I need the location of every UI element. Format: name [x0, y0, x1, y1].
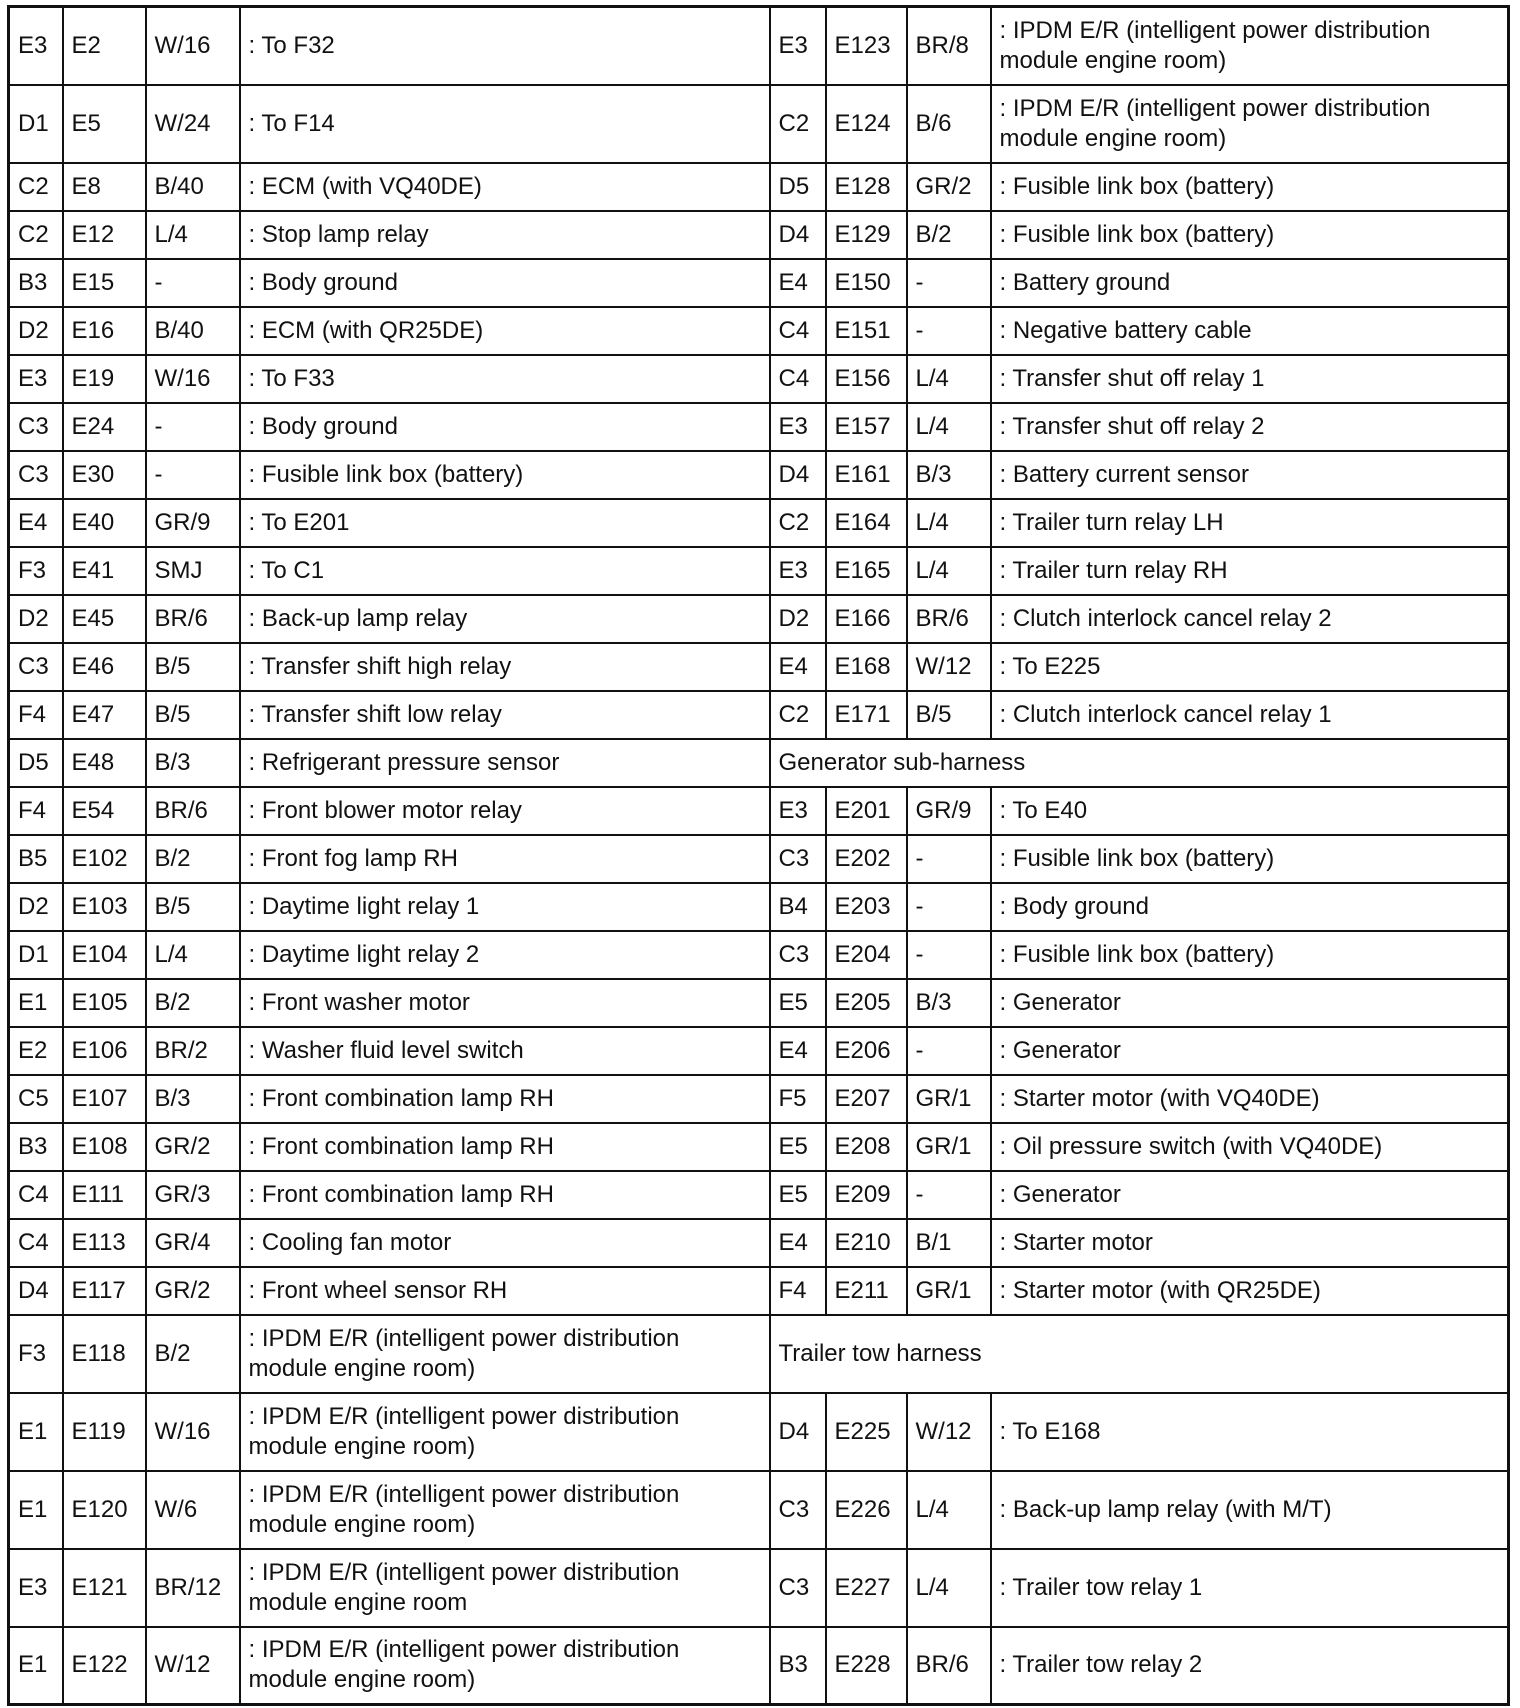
- right-description-cell: : Starter motor: [991, 1219, 1509, 1267]
- right-connector-no-cell: E225: [826, 1393, 907, 1471]
- right-connector-type-cell: W/12: [907, 643, 991, 691]
- right-connector-type-cell: -: [907, 931, 991, 979]
- right-connector-type-cell: B/2: [907, 211, 991, 259]
- left-description-cell: : IPDM E/R (intelligent power distribution module engine room): [240, 1627, 770, 1705]
- left-connector-no-cell: E122: [63, 1627, 146, 1705]
- right-grid-ref-cell: C3: [770, 1471, 826, 1549]
- left-description-cell: : Transfer shift high relay: [240, 643, 770, 691]
- left-connector-no-cell: E117: [63, 1267, 146, 1315]
- right-grid-ref-cell: B3: [770, 1627, 826, 1705]
- left-grid-ref-cell: F3: [9, 1315, 63, 1393]
- left-description-cell: : To F14: [240, 85, 770, 163]
- left-connector-type-cell: B/2: [146, 979, 240, 1027]
- right-grid-ref-cell: C2: [770, 691, 826, 739]
- right-description-cell: : Generator: [991, 979, 1509, 1027]
- left-connector-type-cell: B/3: [146, 739, 240, 787]
- right-connector-type-cell: L/4: [907, 1471, 991, 1549]
- right-grid-ref-cell: B4: [770, 883, 826, 931]
- harness-group-header: Trailer tow harness: [770, 1315, 1509, 1393]
- left-grid-ref-cell: D2: [9, 883, 63, 931]
- table-row: [9, 979, 1509, 1027]
- left-connector-no-cell: E106: [63, 1027, 146, 1075]
- left-connector-type-cell: GR/2: [146, 1123, 240, 1171]
- right-connector-type-cell: L/4: [907, 1549, 991, 1627]
- right-description-cell: : Clutch interlock cancel relay 1: [991, 691, 1509, 739]
- right-connector-no-cell: E123: [826, 7, 907, 85]
- right-grid-ref-cell: E3: [770, 547, 826, 595]
- right-connector-no-cell: E207: [826, 1075, 907, 1123]
- left-description-cell: : Front blower motor relay: [240, 787, 770, 835]
- left-connector-type-cell: B/5: [146, 883, 240, 931]
- right-connector-type-cell: L/4: [907, 547, 991, 595]
- right-grid-ref-cell: D4: [770, 1393, 826, 1471]
- left-grid-ref-cell: B3: [9, 1123, 63, 1171]
- right-grid-ref-cell: F5: [770, 1075, 826, 1123]
- right-grid-ref-cell: E4: [770, 643, 826, 691]
- left-connector-no-cell: E120: [63, 1471, 146, 1549]
- right-connector-type-cell: BR/6: [907, 595, 991, 643]
- right-connector-no-cell: E164: [826, 499, 907, 547]
- left-connector-no-cell: E48: [63, 739, 146, 787]
- left-connector-type-cell: B/2: [146, 1315, 240, 1393]
- right-grid-ref-cell: E4: [770, 1219, 826, 1267]
- right-connector-no-cell: E150: [826, 259, 907, 307]
- right-connector-no-cell: E226: [826, 1471, 907, 1549]
- right-description-cell: : Fusible link box (battery): [991, 931, 1509, 979]
- table-row: [9, 931, 1509, 979]
- left-grid-ref-cell: E3: [9, 355, 63, 403]
- table-row: [9, 835, 1509, 883]
- left-grid-ref-cell: C3: [9, 643, 63, 691]
- left-description-cell: : Daytime light relay 2: [240, 931, 770, 979]
- left-description-cell: : Front fog lamp RH: [240, 835, 770, 883]
- right-connector-type-cell: -: [907, 835, 991, 883]
- right-connector-type-cell: GR/1: [907, 1123, 991, 1171]
- right-connector-no-cell: E204: [826, 931, 907, 979]
- right-connector-type-cell: -: [907, 1171, 991, 1219]
- left-connector-type-cell: SMJ: [146, 547, 240, 595]
- right-connector-type-cell: -: [907, 883, 991, 931]
- right-grid-ref-cell: E3: [770, 7, 826, 85]
- left-grid-ref-cell: E2: [9, 1027, 63, 1075]
- right-connector-type-cell: B/6: [907, 85, 991, 163]
- right-grid-ref-cell: E4: [770, 1027, 826, 1075]
- left-connector-type-cell: W/16: [146, 1393, 240, 1471]
- left-grid-ref-cell: E1: [9, 1393, 63, 1471]
- right-grid-ref-cell: F4: [770, 1267, 826, 1315]
- left-connector-type-cell: L/4: [146, 211, 240, 259]
- table-row: [9, 787, 1509, 835]
- table-row: [9, 1075, 1509, 1123]
- right-connector-type-cell: L/4: [907, 355, 991, 403]
- left-connector-no-cell: E47: [63, 691, 146, 739]
- left-description-cell: : Body ground: [240, 259, 770, 307]
- left-connector-no-cell: E111: [63, 1171, 146, 1219]
- right-description-cell: : Generator: [991, 1027, 1509, 1075]
- left-connector-no-cell: E19: [63, 355, 146, 403]
- left-connector-no-cell: E16: [63, 307, 146, 355]
- right-description-cell: : Trailer tow relay 1: [991, 1549, 1509, 1627]
- left-connector-type-cell: -: [146, 259, 240, 307]
- right-description-cell: : Battery current sensor: [991, 451, 1509, 499]
- right-grid-ref-cell: C2: [770, 85, 826, 163]
- right-grid-ref-cell: C2: [770, 499, 826, 547]
- left-grid-ref-cell: E3: [9, 7, 63, 85]
- right-description-cell: : Negative battery cable: [991, 307, 1509, 355]
- left-grid-ref-cell: F4: [9, 787, 63, 835]
- left-description-cell: : Transfer shift low relay: [240, 691, 770, 739]
- table-row: [9, 1549, 1509, 1627]
- left-connector-no-cell: E5: [63, 85, 146, 163]
- left-connector-no-cell: E102: [63, 835, 146, 883]
- left-description-cell: : IPDM E/R (intelligent power distribution module engine room): [240, 1393, 770, 1471]
- left-connector-no-cell: E45: [63, 595, 146, 643]
- right-description-cell: : Fusible link box (battery): [991, 211, 1509, 259]
- left-connector-no-cell: E105: [63, 979, 146, 1027]
- right-grid-ref-cell: C3: [770, 1549, 826, 1627]
- table-row: [9, 595, 1509, 643]
- right-connector-type-cell: GR/2: [907, 163, 991, 211]
- left-description-cell: : Daytime light relay 1: [240, 883, 770, 931]
- left-connector-type-cell: B/40: [146, 163, 240, 211]
- left-description-cell: : To F33: [240, 355, 770, 403]
- right-connector-no-cell: E171: [826, 691, 907, 739]
- left-description-cell: : Front combination lamp RH: [240, 1171, 770, 1219]
- left-grid-ref-cell: D2: [9, 595, 63, 643]
- right-connector-no-cell: E156: [826, 355, 907, 403]
- right-grid-ref-cell: E4: [770, 259, 826, 307]
- left-grid-ref-cell: C4: [9, 1171, 63, 1219]
- left-connector-no-cell: E118: [63, 1315, 146, 1393]
- right-connector-no-cell: E205: [826, 979, 907, 1027]
- table-row: [9, 643, 1509, 691]
- left-description-cell: : To E201: [240, 499, 770, 547]
- left-grid-ref-cell: D4: [9, 1267, 63, 1315]
- left-connector-type-cell: BR/12: [146, 1549, 240, 1627]
- left-connector-no-cell: E40: [63, 499, 146, 547]
- table-row: [9, 85, 1509, 163]
- right-connector-type-cell: BR/6: [907, 1627, 991, 1705]
- table-row: [9, 1471, 1509, 1549]
- right-connector-no-cell: E151: [826, 307, 907, 355]
- left-grid-ref-cell: C5: [9, 1075, 63, 1123]
- table-row: [9, 691, 1509, 739]
- right-connector-type-cell: -: [907, 259, 991, 307]
- left-connector-type-cell: L/4: [146, 931, 240, 979]
- left-connector-no-cell: E104: [63, 931, 146, 979]
- left-grid-ref-cell: D2: [9, 307, 63, 355]
- right-description-cell: : Body ground: [991, 883, 1509, 931]
- left-connector-type-cell: B/5: [146, 691, 240, 739]
- right-connector-no-cell: E165: [826, 547, 907, 595]
- right-connector-no-cell: E228: [826, 1627, 907, 1705]
- right-description-cell: : To E225: [991, 643, 1509, 691]
- right-grid-ref-cell: C4: [770, 355, 826, 403]
- right-connector-no-cell: E201: [826, 787, 907, 835]
- left-description-cell: : Washer fluid level switch: [240, 1027, 770, 1075]
- left-connector-no-cell: E12: [63, 211, 146, 259]
- left-grid-ref-cell: E3: [9, 1549, 63, 1627]
- left-connector-type-cell: W/24: [146, 85, 240, 163]
- left-connector-type-cell: W/6: [146, 1471, 240, 1549]
- left-connector-type-cell: B/2: [146, 835, 240, 883]
- left-description-cell: : Body ground: [240, 403, 770, 451]
- left-description-cell: : IPDM E/R (intelligent power distribution module engine room): [240, 1471, 770, 1549]
- right-description-cell: : Trailer tow relay 2: [991, 1627, 1509, 1705]
- right-connector-no-cell: E211: [826, 1267, 907, 1315]
- right-connector-type-cell: B/3: [907, 451, 991, 499]
- left-connector-type-cell: GR/9: [146, 499, 240, 547]
- right-connector-no-cell: E208: [826, 1123, 907, 1171]
- left-grid-ref-cell: C3: [9, 451, 63, 499]
- right-connector-no-cell: E210: [826, 1219, 907, 1267]
- right-description-cell: : Transfer shut off relay 1: [991, 355, 1509, 403]
- left-description-cell: : Stop lamp relay: [240, 211, 770, 259]
- table-row: [9, 739, 1509, 787]
- right-description-cell: : To E168: [991, 1393, 1509, 1471]
- left-description-cell: : Cooling fan motor: [240, 1219, 770, 1267]
- right-connector-no-cell: E128: [826, 163, 907, 211]
- right-connector-type-cell: GR/1: [907, 1267, 991, 1315]
- left-description-cell: : Front combination lamp RH: [240, 1123, 770, 1171]
- table-row: [9, 547, 1509, 595]
- right-description-cell: : IPDM E/R (intelligent power distribution module engine room): [991, 7, 1509, 85]
- right-description-cell: : Clutch interlock cancel relay 2: [991, 595, 1509, 643]
- right-grid-ref-cell: D4: [770, 451, 826, 499]
- left-grid-ref-cell: D1: [9, 85, 63, 163]
- left-description-cell: : Fusible link box (battery): [240, 451, 770, 499]
- right-grid-ref-cell: D5: [770, 163, 826, 211]
- left-grid-ref-cell: E1: [9, 1471, 63, 1549]
- table-row: [9, 259, 1509, 307]
- right-connector-type-cell: -: [907, 307, 991, 355]
- left-connector-type-cell: B/40: [146, 307, 240, 355]
- right-description-cell: : Starter motor (with QR25DE): [991, 1267, 1509, 1315]
- left-connector-type-cell: B/3: [146, 1075, 240, 1123]
- left-description-cell: : IPDM E/R (intelligent power distribution module engine room): [240, 1315, 770, 1393]
- left-connector-no-cell: E41: [63, 547, 146, 595]
- left-connector-no-cell: E103: [63, 883, 146, 931]
- right-connector-type-cell: BR/8: [907, 7, 991, 85]
- left-connector-type-cell: W/16: [146, 355, 240, 403]
- left-description-cell: : To C1: [240, 547, 770, 595]
- table-row: [9, 7, 1509, 85]
- table-row: [9, 1171, 1509, 1219]
- left-connector-no-cell: E30: [63, 451, 146, 499]
- right-grid-ref-cell: E5: [770, 1171, 826, 1219]
- right-connector-no-cell: E161: [826, 451, 907, 499]
- right-description-cell: : Generator: [991, 1171, 1509, 1219]
- right-connector-no-cell: E124: [826, 85, 907, 163]
- table-row: [9, 1027, 1509, 1075]
- connector-table: [7, 5, 1510, 1706]
- left-description-cell: : Back-up lamp relay: [240, 595, 770, 643]
- left-grid-ref-cell: B3: [9, 259, 63, 307]
- left-connector-type-cell: -: [146, 451, 240, 499]
- left-description-cell: : Front combination lamp RH: [240, 1075, 770, 1123]
- right-connector-type-cell: B/3: [907, 979, 991, 1027]
- left-description-cell: : Front washer motor: [240, 979, 770, 1027]
- table-row: [9, 355, 1509, 403]
- left-connector-type-cell: BR/2: [146, 1027, 240, 1075]
- table-row: [9, 163, 1509, 211]
- right-grid-ref-cell: C4: [770, 307, 826, 355]
- right-description-cell: : Fusible link box (battery): [991, 835, 1509, 883]
- left-connector-type-cell: B/5: [146, 643, 240, 691]
- table-row: [9, 307, 1509, 355]
- table-body: [9, 7, 1509, 1705]
- right-description-cell: : To E40: [991, 787, 1509, 835]
- left-connector-type-cell: GR/2: [146, 1267, 240, 1315]
- right-connector-type-cell: W/12: [907, 1393, 991, 1471]
- right-connector-no-cell: E157: [826, 403, 907, 451]
- left-description-cell: : Refrigerant pressure sensor: [240, 739, 770, 787]
- left-connector-type-cell: BR/6: [146, 595, 240, 643]
- right-connector-type-cell: -: [907, 1027, 991, 1075]
- left-connector-no-cell: E54: [63, 787, 146, 835]
- right-description-cell: : Transfer shut off relay 2: [991, 403, 1509, 451]
- table-row: [9, 1393, 1509, 1471]
- harness-group-header: Generator sub-harness: [770, 739, 1509, 787]
- right-grid-ref-cell: E3: [770, 403, 826, 451]
- right-connector-no-cell: E202: [826, 835, 907, 883]
- table-row: [9, 211, 1509, 259]
- left-connector-no-cell: E108: [63, 1123, 146, 1171]
- right-description-cell: : IPDM E/R (intelligent power distribution module engine room): [991, 85, 1509, 163]
- left-connector-no-cell: E8: [63, 163, 146, 211]
- right-grid-ref-cell: D4: [770, 211, 826, 259]
- right-connector-type-cell: L/4: [907, 403, 991, 451]
- table-row: [9, 1267, 1509, 1315]
- right-description-cell: : Oil pressure switch (with VQ40DE): [991, 1123, 1509, 1171]
- left-connector-type-cell: BR/6: [146, 787, 240, 835]
- table-row: [9, 1219, 1509, 1267]
- right-connector-type-cell: GR/9: [907, 787, 991, 835]
- left-connector-type-cell: GR/3: [146, 1171, 240, 1219]
- right-description-cell: : Battery ground: [991, 259, 1509, 307]
- left-grid-ref-cell: B5: [9, 835, 63, 883]
- left-description-cell: : To F32: [240, 7, 770, 85]
- right-grid-ref-cell: D2: [770, 595, 826, 643]
- right-connector-type-cell: B/5: [907, 691, 991, 739]
- right-connector-no-cell: E168: [826, 643, 907, 691]
- right-description-cell: : Fusible link box (battery): [991, 163, 1509, 211]
- left-grid-ref-cell: F3: [9, 547, 63, 595]
- table-row: [9, 499, 1509, 547]
- right-description-cell: : Trailer turn relay RH: [991, 547, 1509, 595]
- table-row: [9, 1627, 1509, 1705]
- table-row: [9, 1315, 1509, 1393]
- left-connector-no-cell: E24: [63, 403, 146, 451]
- left-connector-no-cell: E46: [63, 643, 146, 691]
- right-connector-no-cell: E206: [826, 1027, 907, 1075]
- left-connector-no-cell: E15: [63, 259, 146, 307]
- right-description-cell: : Trailer turn relay LH: [991, 499, 1509, 547]
- table-row: [9, 1123, 1509, 1171]
- left-grid-ref-cell: D5: [9, 739, 63, 787]
- left-connector-type-cell: W/16: [146, 7, 240, 85]
- right-connector-type-cell: GR/1: [907, 1075, 991, 1123]
- left-description-cell: : ECM (with VQ40DE): [240, 163, 770, 211]
- right-grid-ref-cell: C3: [770, 835, 826, 883]
- right-connector-no-cell: E166: [826, 595, 907, 643]
- right-grid-ref-cell: E5: [770, 1123, 826, 1171]
- left-description-cell: : ECM (with QR25DE): [240, 307, 770, 355]
- left-connector-no-cell: E119: [63, 1393, 146, 1471]
- right-grid-ref-cell: E3: [770, 787, 826, 835]
- right-connector-no-cell: E203: [826, 883, 907, 931]
- left-description-cell: : IPDM E/R (intelligent power distribution module engine room: [240, 1549, 770, 1627]
- right-connector-type-cell: B/1: [907, 1219, 991, 1267]
- table-row: [9, 451, 1509, 499]
- right-connector-type-cell: L/4: [907, 499, 991, 547]
- left-grid-ref-cell: C2: [9, 211, 63, 259]
- right-description-cell: : Back-up lamp relay (with M/T): [991, 1471, 1509, 1549]
- right-connector-no-cell: E227: [826, 1549, 907, 1627]
- left-connector-type-cell: -: [146, 403, 240, 451]
- table-row: [9, 883, 1509, 931]
- left-connector-no-cell: E107: [63, 1075, 146, 1123]
- left-connector-type-cell: GR/4: [146, 1219, 240, 1267]
- right-grid-ref-cell: E5: [770, 979, 826, 1027]
- left-connector-type-cell: W/12: [146, 1627, 240, 1705]
- left-description-cell: : Front wheel sensor RH: [240, 1267, 770, 1315]
- left-grid-ref-cell: E1: [9, 1627, 63, 1705]
- left-grid-ref-cell: C2: [9, 163, 63, 211]
- left-grid-ref-cell: D1: [9, 931, 63, 979]
- right-connector-no-cell: E129: [826, 211, 907, 259]
- right-grid-ref-cell: C3: [770, 931, 826, 979]
- left-grid-ref-cell: C4: [9, 1219, 63, 1267]
- left-grid-ref-cell: C3: [9, 403, 63, 451]
- left-grid-ref-cell: F4: [9, 691, 63, 739]
- table-row: [9, 403, 1509, 451]
- left-connector-no-cell: E121: [63, 1549, 146, 1627]
- right-connector-no-cell: E209: [826, 1171, 907, 1219]
- left-connector-no-cell: E113: [63, 1219, 146, 1267]
- left-connector-no-cell: E2: [63, 7, 146, 85]
- left-grid-ref-cell: E4: [9, 499, 63, 547]
- left-grid-ref-cell: E1: [9, 979, 63, 1027]
- right-description-cell: : Starter motor (with VQ40DE): [991, 1075, 1509, 1123]
